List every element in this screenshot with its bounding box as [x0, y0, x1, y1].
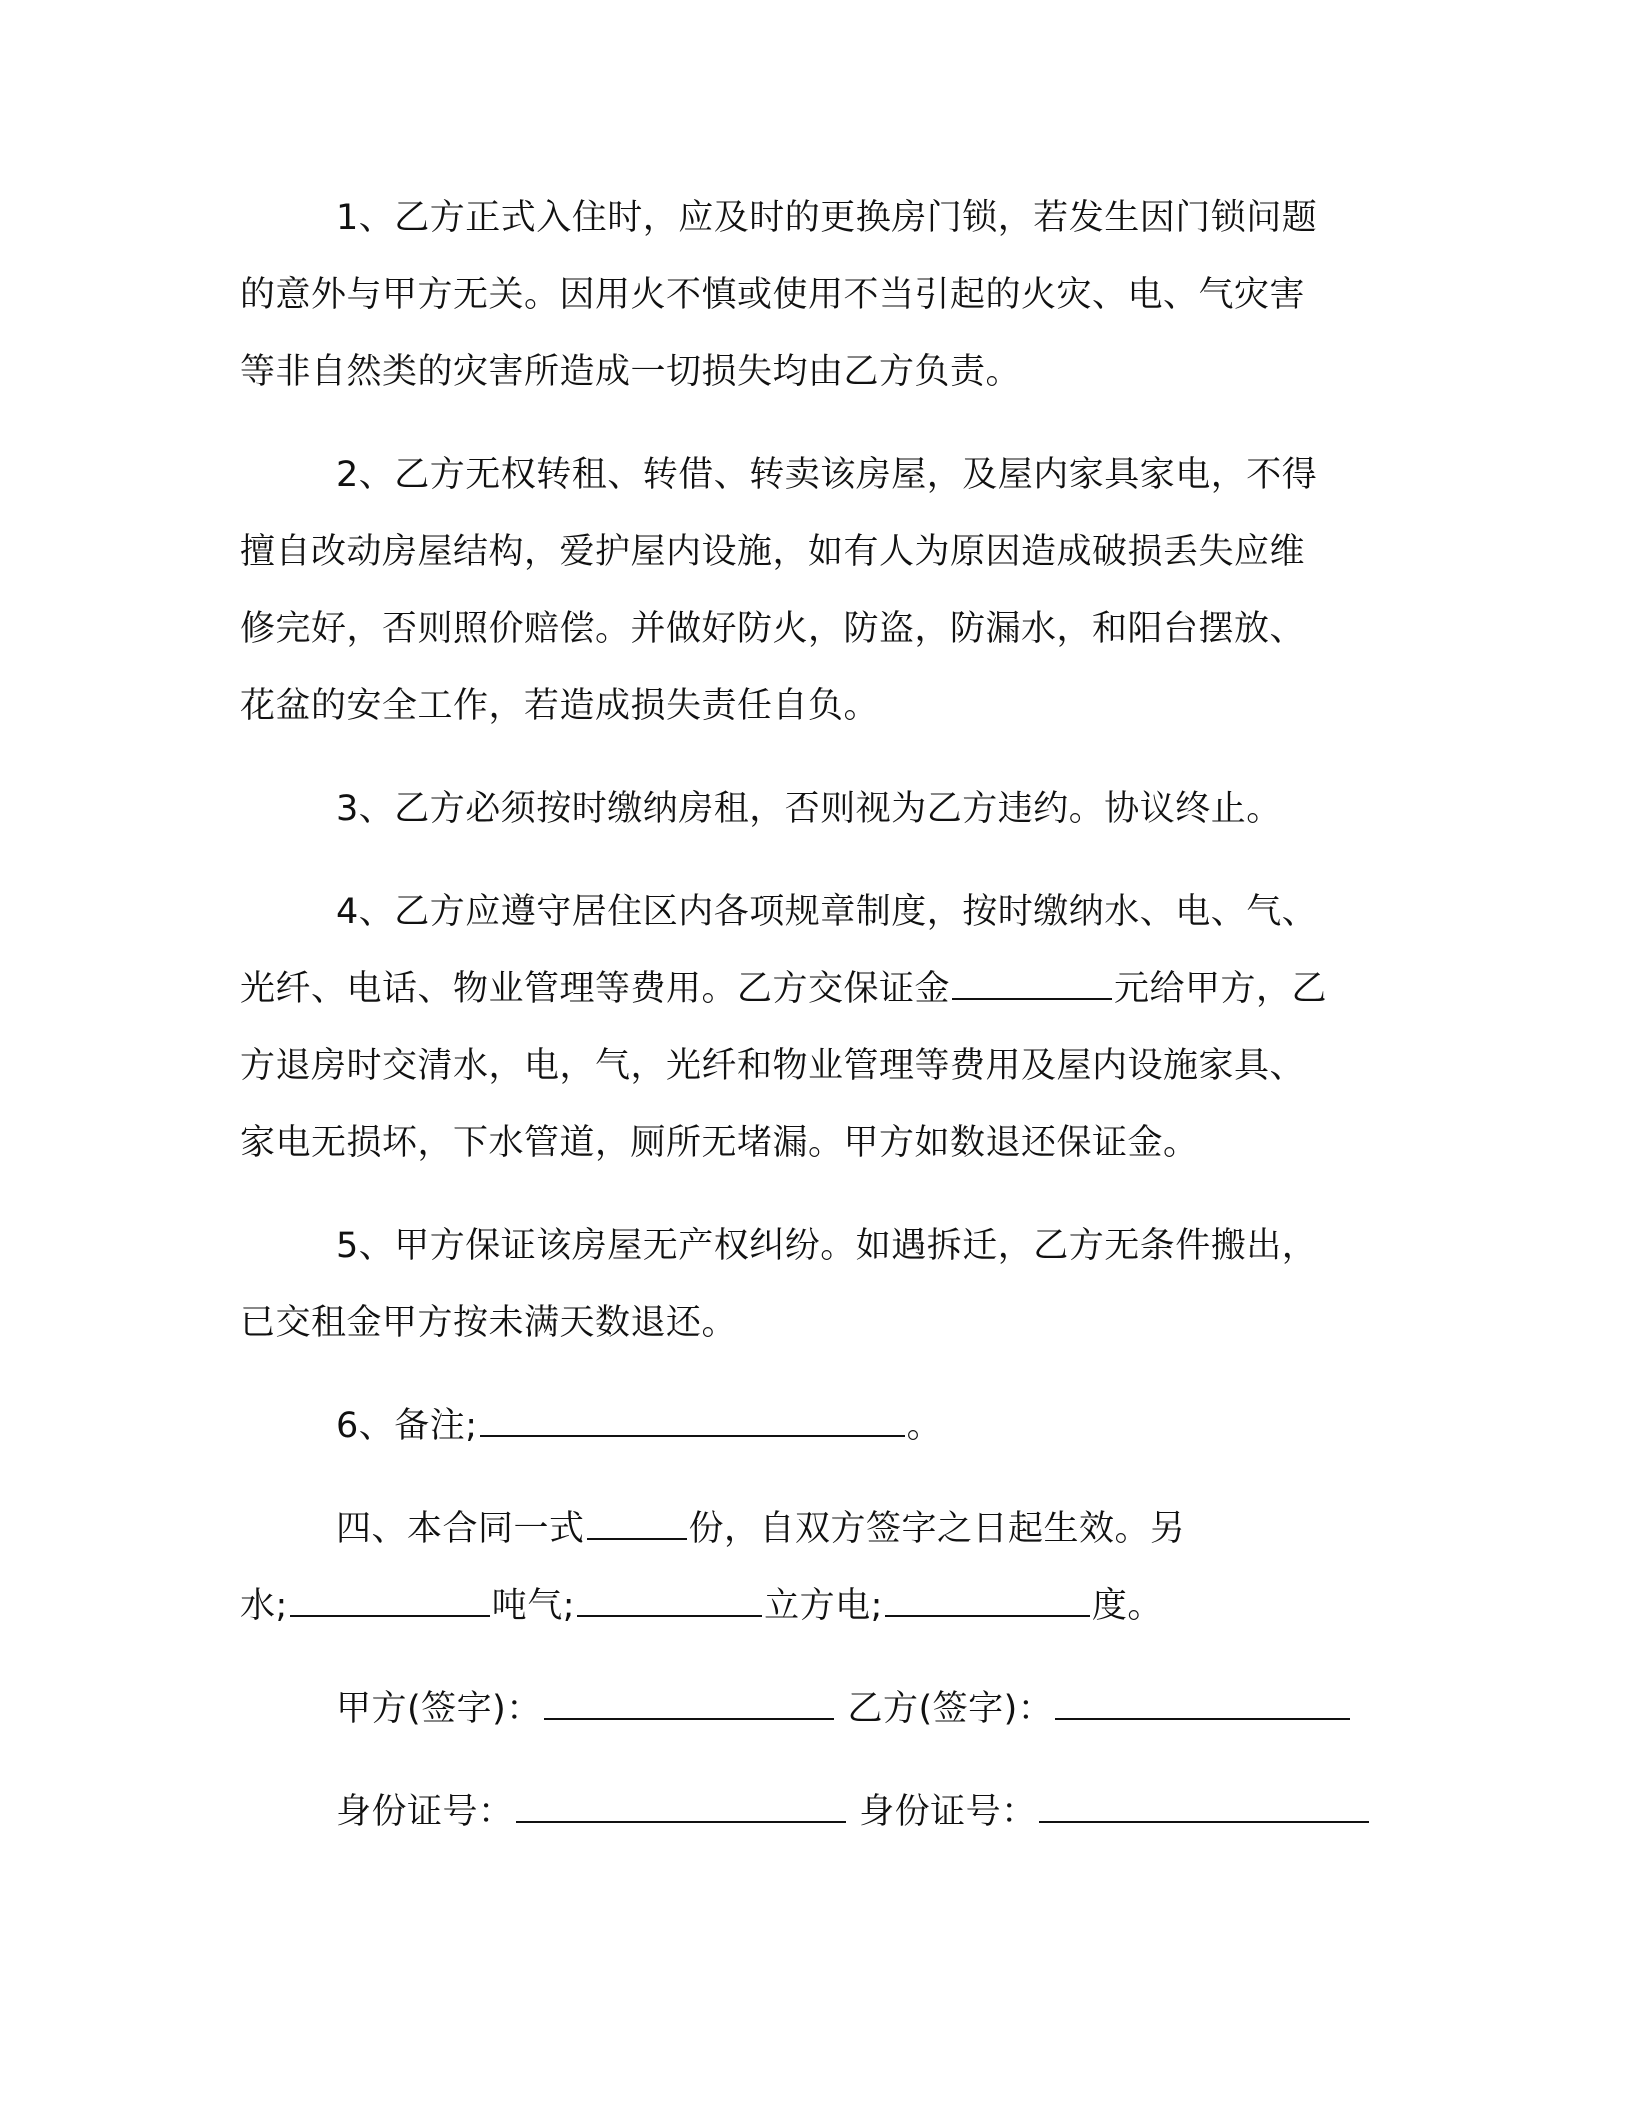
- party-a-id-label: 身份证号：: [336, 1792, 514, 1832]
- clause-2-line-1: 2、乙方无权转租、转借、转卖该房屋，及屋内家具家电，不得: [336, 455, 1318, 495]
- party-b-id-blank: [1039, 1817, 1369, 1823]
- water-label: 水;: [240, 1586, 288, 1626]
- party-b-id-label: 身份证号：: [859, 1792, 1037, 1832]
- copies-count-blank: [587, 1534, 687, 1540]
- clause-6-line: [336, 1404, 942, 1448]
- copies-text-end: 份，自双方签字之日起生效。另: [688, 1509, 1186, 1549]
- clause-7-line-2: [240, 1584, 1163, 1628]
- party-b-signature-label: 乙方(签字)：: [847, 1689, 1054, 1729]
- electricity-label: 立方电;: [764, 1586, 883, 1626]
- clause-4-line-2-start: 光纤、电话、物业管理等费用。乙方交保证金: [240, 969, 951, 1009]
- clause-5-line-1: 5、甲方保证该房屋无产权纠纷。如遇拆迁，乙方无条件搬出，: [336, 1226, 1318, 1266]
- remarks-blank: [480, 1431, 905, 1437]
- clause-7-line-1: [336, 1507, 1186, 1551]
- clause-2-line-4: 花盆的安全工作，若造成损失责任自负。: [240, 686, 880, 726]
- party-a-signature-label: 甲方(签字)：: [336, 1689, 542, 1729]
- electricity-reading-blank: [885, 1611, 1090, 1617]
- clause-5-line-2: 已交租金甲方按未满天数退还。: [240, 1303, 738, 1343]
- party-a-id-blank: [516, 1817, 846, 1823]
- remarks-end: 。: [906, 1406, 943, 1446]
- clause-4-line-3: 方退房时交清水，电，气，光纤和物业管理等费用及屋内设施家具、: [240, 1046, 1306, 1086]
- clause-1-line-1: 1、乙方正式入住时，应及时的更换房门锁，若发生因门锁问题: [336, 198, 1318, 238]
- party-b-signature-blank: [1055, 1714, 1350, 1720]
- degree-unit: 度。: [1091, 1586, 1163, 1626]
- gas-label: 吨气;: [491, 1586, 576, 1626]
- clause-1-line-3: 等非自然类的灾害所造成一切损失均由乙方负责。: [240, 352, 1022, 392]
- clause-1-line-2: 的意外与甲方无关。因用火不慎或使用不当引起的火灾、电、气灾害: [240, 275, 1306, 315]
- signature-line: [336, 1687, 1352, 1731]
- copies-text-start: 四、本合同一式: [336, 1509, 585, 1549]
- clause-2-line-3: 修完好，否则照价赔偿。并做好防火，防盗，防漏水，和阳台摆放、: [240, 609, 1306, 649]
- clause-4-line-2: [240, 967, 1327, 1011]
- remarks-label: 6、备注;: [336, 1406, 478, 1446]
- deposit-amount-blank: [952, 994, 1112, 1000]
- clause-4-line-4: 家电无损坏，下水管道，厕所无堵漏。甲方如数退还保证金。: [240, 1123, 1199, 1163]
- water-reading-blank: [290, 1611, 490, 1617]
- clause-3-line-1: 3、乙方必须按时缴纳房租，否则视为乙方违约。协议终止。: [336, 789, 1282, 829]
- clause-4-line-1: 4、乙方应遵守居住区内各项规章制度，按时缴纳水、电、气、: [336, 892, 1318, 932]
- clause-4-line-2-end: 元给甲方，乙: [1114, 969, 1328, 1009]
- clause-2-line-2: 擅自改动房屋结构，爱护屋内设施，如有人为原因造成破损丢失应维: [240, 532, 1306, 572]
- party-a-signature-blank: [544, 1714, 834, 1720]
- id-number-line: [336, 1790, 1371, 1834]
- gas-reading-blank: [577, 1611, 762, 1617]
